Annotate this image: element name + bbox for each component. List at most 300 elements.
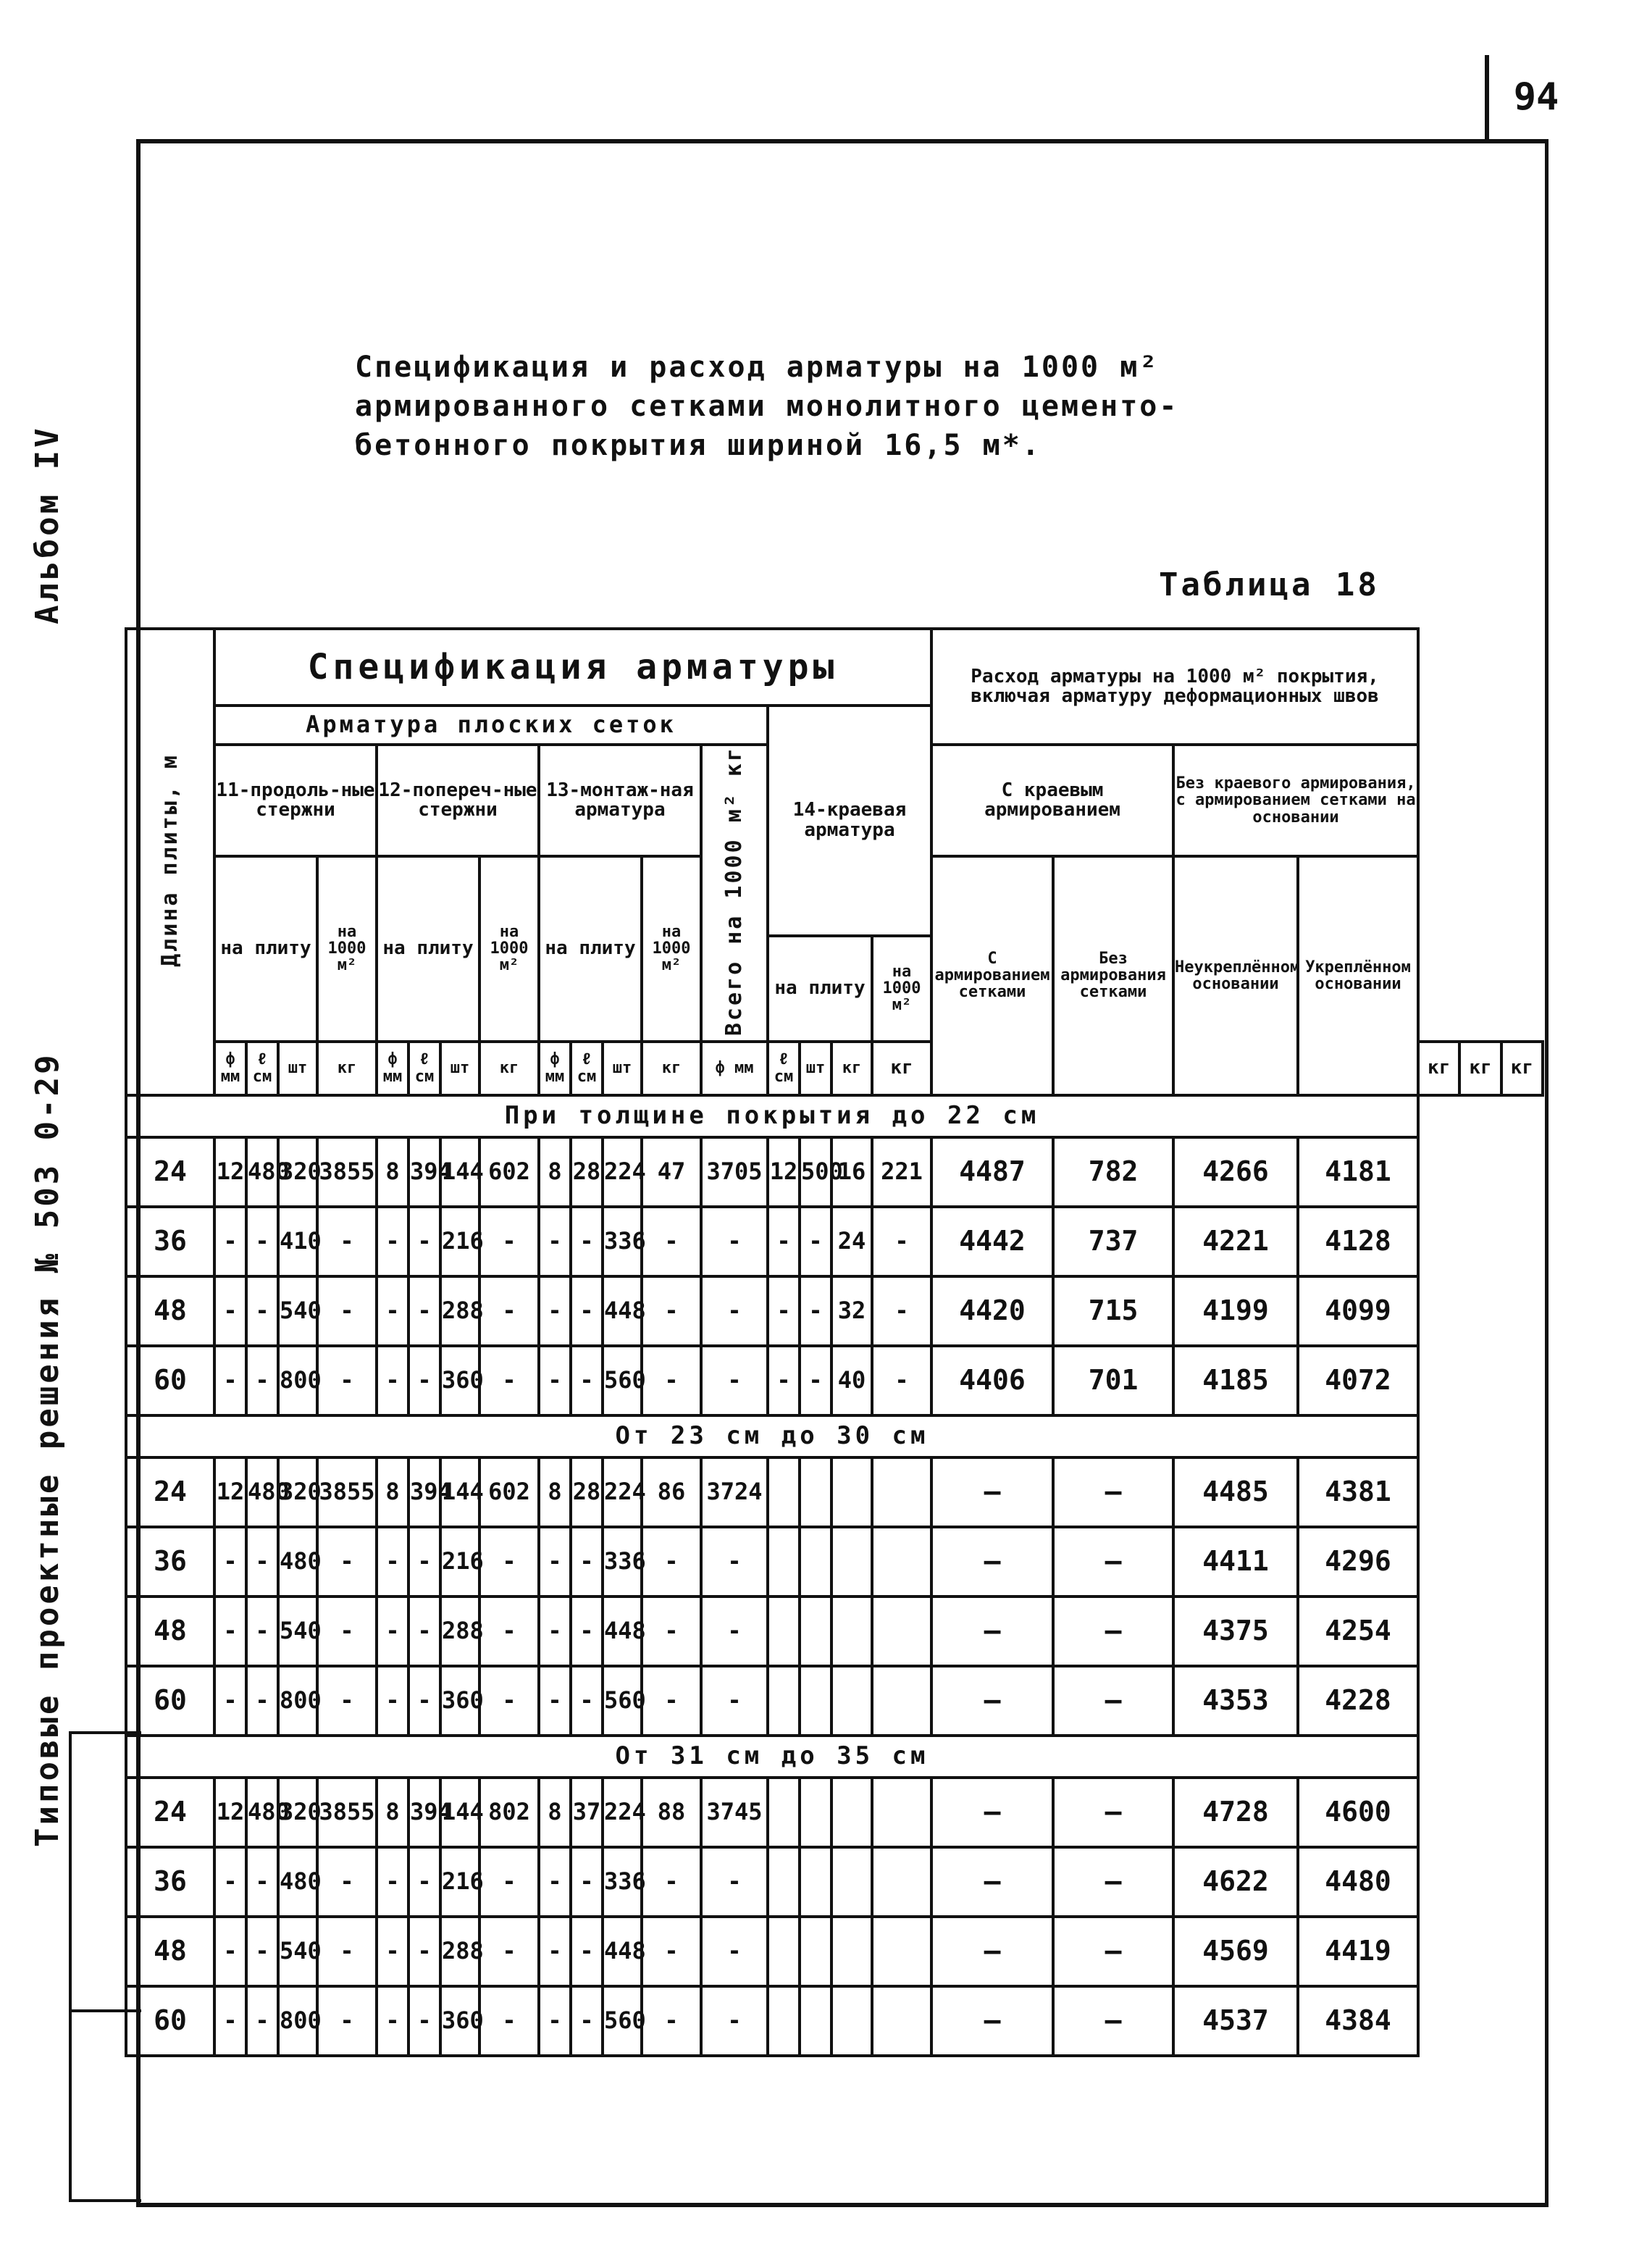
unit-pcs: шт — [278, 1042, 317, 1095]
margin-stamp-box — [69, 1731, 141, 2202]
table-cell: 800 — [278, 1346, 317, 1415]
table-cell: 802 — [479, 1778, 539, 1847]
table-cell: - — [214, 1917, 246, 1986]
without-edge-header: Без краевого армирования, с армированием сетками на основании — [1173, 745, 1418, 856]
table-cell: 32 — [831, 1276, 872, 1346]
table-cell: - — [408, 1986, 440, 2056]
table-cell: - — [642, 1847, 701, 1917]
table-cell: - — [317, 1847, 377, 1917]
table-cell: 782 — [1053, 1137, 1173, 1207]
table-cell: 24 — [126, 1457, 214, 1527]
table-cell: - — [872, 1276, 931, 1346]
unit-phi: ф мм — [214, 1042, 246, 1095]
table-cell: 224 — [603, 1137, 642, 1207]
table-cell: - — [479, 1986, 539, 2056]
table-cell: - — [408, 1597, 440, 1666]
g11-header: 11-продоль-ные стержни — [214, 745, 377, 856]
table-cell: 800 — [278, 1986, 317, 2056]
table-cell: - — [768, 1346, 800, 1415]
table-cell: 4406 — [931, 1346, 1053, 1415]
table-cell: - — [246, 1346, 278, 1415]
table-cell: - — [317, 1666, 377, 1736]
table-cell: - — [317, 1276, 377, 1346]
table-cell — [831, 1986, 872, 2056]
table-cell: 144 — [440, 1457, 479, 1527]
table-cell: 394 — [408, 1137, 440, 1207]
table-cell: - — [377, 1986, 408, 2056]
table-row — [126, 1986, 1543, 2056]
table-cell: - — [377, 1276, 408, 1346]
table-cell: — — [931, 1917, 1053, 1986]
table-cell: - — [377, 1666, 408, 1736]
table-cell: 12 — [214, 1778, 246, 1847]
table-cell: - — [701, 1666, 768, 1736]
table-cell: 216 — [440, 1527, 479, 1597]
table-cell: 4353 — [1173, 1666, 1298, 1736]
table-cell: - — [377, 1917, 408, 1986]
table-cell: - — [246, 1666, 278, 1736]
table-cell: 4266 — [1173, 1137, 1298, 1207]
table-cell: - — [246, 1527, 278, 1597]
table-cell: - — [539, 1597, 571, 1666]
table-cell — [768, 1847, 800, 1917]
table-cell: - — [408, 1666, 440, 1736]
table-row — [126, 1457, 1543, 1527]
table-cell: 60 — [126, 1346, 214, 1415]
table-row — [126, 1207, 1543, 1276]
table-cell: 4099 — [1298, 1276, 1418, 1346]
table-row — [126, 1527, 1543, 1597]
table-cell: - — [642, 1597, 701, 1666]
title-line-3: бетонного покрытия шириной 16,5 м*. — [355, 429, 1042, 462]
table-cell: — — [1053, 1597, 1173, 1666]
edge-per-1000: на 1000 м² — [872, 936, 931, 1042]
table-cell: 216 — [440, 1847, 479, 1917]
table-cell — [872, 1778, 931, 1847]
table-cell: 60 — [126, 1986, 214, 2056]
table-cell: 320 — [278, 1778, 317, 1847]
table-cell — [831, 1847, 872, 1917]
table-cell: 24 — [126, 1778, 214, 1847]
table-cell: 4569 — [1173, 1917, 1298, 1986]
table-cell: 8 — [377, 1457, 408, 1527]
table-cell: 560 — [603, 1666, 642, 1736]
table-cell: 48 — [126, 1276, 214, 1346]
table-cell: - — [377, 1207, 408, 1276]
table-cell: 48 — [126, 1597, 214, 1666]
table-cell: 500 — [800, 1137, 831, 1207]
table-cell: - — [800, 1346, 831, 1415]
table-cell: 40 — [831, 1346, 872, 1415]
table-cell: - — [214, 1207, 246, 1276]
table-row — [126, 1346, 1543, 1415]
table-cell: — — [931, 1986, 1053, 2056]
table-cell: 4600 — [1298, 1778, 1418, 1847]
table-cell: - — [872, 1207, 931, 1276]
table-cell: 4420 — [931, 1276, 1053, 1346]
table-cell: - — [479, 1527, 539, 1597]
table-cell: 540 — [278, 1917, 317, 1986]
table-cell: - — [317, 1346, 377, 1415]
table-cell: 4419 — [1298, 1917, 1418, 1986]
table-cell: - — [701, 1917, 768, 1986]
table-cell: 715 — [1053, 1276, 1173, 1346]
table-cell — [872, 1457, 931, 1527]
table-row — [126, 1847, 1543, 1917]
table-cell: - — [408, 1276, 440, 1346]
table-cell — [831, 1527, 872, 1597]
side-caption — [29, 109, 109, 1847]
table-cell — [800, 1917, 831, 1986]
table-cell: 4199 — [1173, 1276, 1298, 1346]
table-cell: - — [701, 1276, 768, 1346]
table-cell: 800 — [278, 1666, 317, 1736]
table-cell: - — [800, 1207, 831, 1276]
table-cell: - — [642, 1346, 701, 1415]
table-cell: — — [1053, 1666, 1173, 1736]
table-cell: 288 — [440, 1597, 479, 1666]
table-number: Таблица 18 — [1159, 566, 1380, 603]
table-cell: - — [317, 1207, 377, 1276]
table-cell — [768, 1986, 800, 2056]
table-cell: — — [931, 1847, 1053, 1917]
table-cell: 602 — [479, 1457, 539, 1527]
table-cell: - — [377, 1346, 408, 1415]
table-cell: - — [539, 1346, 571, 1415]
table-cell — [768, 1778, 800, 1847]
table-cell: 360 — [440, 1666, 479, 1736]
table-cell: 4228 — [1298, 1666, 1418, 1736]
table-cell: - — [408, 1207, 440, 1276]
section-label: От 31 см до 35 см — [126, 1736, 1418, 1778]
table-cell: - — [571, 1666, 603, 1736]
unit-phi: ф мм — [701, 1042, 768, 1095]
table-cell: - — [571, 1527, 603, 1597]
table-cell: 86 — [642, 1457, 701, 1527]
table-cell: - — [701, 1346, 768, 1415]
table-cell: 336 — [603, 1847, 642, 1917]
table-cell: — — [1053, 1986, 1173, 2056]
table-cell: 36 — [126, 1847, 214, 1917]
table-cell: - — [701, 1207, 768, 1276]
table-row — [126, 1778, 1543, 1847]
table-row — [126, 1597, 1543, 1666]
unit-pcs: шт — [800, 1042, 831, 1095]
consumption-header: Расход арматуры на 1000 м² покрытия, включая арматуру деформационных швов — [931, 629, 1418, 745]
table-cell: - — [377, 1847, 408, 1917]
table-cell: - — [642, 1666, 701, 1736]
table-cell: - — [408, 1917, 440, 1986]
table-cell — [800, 1778, 831, 1847]
table-cell: 288 — [440, 1917, 479, 1986]
table-cell — [800, 1986, 831, 2056]
table-cell — [831, 1597, 872, 1666]
table-cell: - — [800, 1276, 831, 1346]
table-cell: - — [539, 1276, 571, 1346]
table-cell: - — [479, 1847, 539, 1917]
table-cell: 88 — [642, 1778, 701, 1847]
table-cell: 3705 — [701, 1137, 768, 1207]
table-cell — [768, 1917, 800, 1986]
table-cell: 12 — [214, 1137, 246, 1207]
table-cell: 480 — [278, 1527, 317, 1597]
table-cell: - — [571, 1986, 603, 2056]
g12-header: 12-попереч-ные стержни — [377, 745, 539, 856]
table-cell: - — [768, 1276, 800, 1346]
unit-pcs: шт — [440, 1042, 479, 1095]
table-cell: 3855 — [317, 1457, 377, 1527]
table-cell — [872, 1917, 931, 1986]
table-cell: 540 — [278, 1276, 317, 1346]
table-cell — [872, 1666, 931, 1736]
table-cell: 3724 — [701, 1457, 768, 1527]
table-cell: 221 — [872, 1137, 931, 1207]
table-cell: - — [214, 1527, 246, 1597]
table-cell — [768, 1666, 800, 1736]
table-row — [126, 1137, 1543, 1207]
unit-l: ℓ см — [768, 1042, 800, 1095]
table-cell: 4181 — [1298, 1137, 1418, 1207]
unit-phi: ф мм — [539, 1042, 571, 1095]
table-cell: - — [701, 1986, 768, 2056]
table-cell: - — [317, 1527, 377, 1597]
table-cell — [800, 1597, 831, 1666]
g11-per-slab: на плиту — [214, 856, 317, 1042]
table-cell: 394 — [408, 1778, 440, 1847]
table-cell: 560 — [603, 1986, 642, 2056]
table-cell: - — [408, 1346, 440, 1415]
mesh-header: Арматура плоских сеток — [214, 706, 768, 745]
table-cell: - — [539, 1666, 571, 1736]
unit-kg: кг — [317, 1042, 377, 1095]
table-cell: 336 — [603, 1207, 642, 1276]
table-cell: 480 — [278, 1847, 317, 1917]
table-cell: - — [246, 1917, 278, 1986]
table-cell: 4384 — [1298, 1986, 1418, 2056]
table-cell: 4411 — [1173, 1527, 1298, 1597]
table-cell — [800, 1666, 831, 1736]
g13-per-1000: на 1000 м² — [642, 856, 701, 1042]
table-cell: 4622 — [1173, 1847, 1298, 1917]
unit-kg: кг — [1501, 1042, 1543, 1095]
table-cell: - — [479, 1917, 539, 1986]
section-label: От 23 см до 30 см — [126, 1415, 1418, 1457]
table-cell: 4072 — [1298, 1346, 1418, 1415]
table-cell: — — [1053, 1847, 1173, 1917]
table-cell: - — [571, 1917, 603, 1986]
section-label: При толщине покрытия до 22 см — [126, 1095, 1418, 1137]
table-cell: 60 — [126, 1666, 214, 1736]
unit-kg: кг — [831, 1042, 872, 1095]
table-cell: 4254 — [1298, 1597, 1418, 1666]
table-cell — [768, 1597, 800, 1666]
table-cell: - — [571, 1276, 603, 1346]
table-cell: - — [214, 1847, 246, 1917]
table-cell: - — [642, 1986, 701, 2056]
table-cell: 28 — [571, 1137, 603, 1207]
table-cell: 4375 — [1173, 1597, 1298, 1666]
table-cell: 12 — [214, 1457, 246, 1527]
table-cell: 448 — [603, 1917, 642, 1986]
table-cell: - — [571, 1346, 603, 1415]
table-cell — [831, 1666, 872, 1736]
table-cell: 8 — [539, 1778, 571, 1847]
table-cell: — — [1053, 1457, 1173, 1527]
table-cell: - — [701, 1847, 768, 1917]
table-cell: - — [408, 1527, 440, 1597]
table-cell: 224 — [603, 1457, 642, 1527]
table-cell — [800, 1527, 831, 1597]
table-cell: — — [1053, 1917, 1173, 1986]
table-cell: - — [539, 1917, 571, 1986]
table-cell: 3745 — [701, 1778, 768, 1847]
g13-per-slab: на плиту — [539, 856, 642, 1042]
table-cell: 360 — [440, 1986, 479, 2056]
table-cell — [800, 1457, 831, 1527]
without-mesh-header: Без армирования сетками — [1053, 856, 1173, 1095]
total-header: Всего на 1000 м² кг — [701, 745, 768, 1042]
table-cell: 144 — [440, 1778, 479, 1847]
table-cell: — — [931, 1527, 1053, 1597]
table-cell: - — [317, 1917, 377, 1986]
unit-kg: кг — [479, 1042, 539, 1095]
side-caption-album: Альбом IV — [29, 425, 66, 624]
table-cell: - — [377, 1527, 408, 1597]
table-cell: 4185 — [1173, 1346, 1298, 1415]
table-cell: 4728 — [1173, 1778, 1298, 1847]
table-cell: - — [642, 1917, 701, 1986]
table-cell: - — [214, 1346, 246, 1415]
length-header: Длина плиты, м — [126, 629, 214, 1095]
table-cell — [831, 1917, 872, 1986]
table-cell: — — [931, 1597, 1053, 1666]
table-cell: - — [214, 1986, 246, 2056]
table-cell: — — [931, 1778, 1053, 1847]
reinforced-header: Укреплённом основании — [1298, 856, 1418, 1095]
table-cell: 4480 — [1298, 1847, 1418, 1917]
with-mesh-header: С армированием сетками — [931, 856, 1053, 1095]
edge-per-slab: на плиту — [768, 936, 872, 1042]
table-cell: - — [214, 1597, 246, 1666]
table-cell — [872, 1847, 931, 1917]
table-cell: - — [408, 1847, 440, 1917]
table-cell: - — [571, 1597, 603, 1666]
g12-per-slab: на плиту — [377, 856, 479, 1042]
document-title — [355, 348, 1441, 465]
table-cell: 4485 — [1173, 1457, 1298, 1527]
table-cell: 24 — [831, 1207, 872, 1276]
table-cell: - — [479, 1666, 539, 1736]
edge-header: 14-краевая арматура — [768, 706, 931, 936]
table-cell: 701 — [1053, 1346, 1173, 1415]
table-cell: 480 — [246, 1137, 278, 1207]
table-cell — [872, 1527, 931, 1597]
table-cell: - — [317, 1986, 377, 2056]
unit-pcs: шт — [603, 1042, 642, 1095]
table-cell: — — [931, 1666, 1053, 1736]
unit-kg: кг — [1418, 1042, 1459, 1095]
with-edge-header: С краевым армированием — [931, 745, 1173, 856]
table-cell: - — [246, 1597, 278, 1666]
table-cell: 8 — [539, 1457, 571, 1527]
table-cell: 3855 — [317, 1778, 377, 1847]
table-cell: 560 — [603, 1346, 642, 1415]
table-cell: - — [539, 1527, 571, 1597]
table-cell — [872, 1597, 931, 1666]
table-body — [126, 1095, 1543, 2056]
table-cell — [831, 1457, 872, 1527]
unit-kg: кг — [1459, 1042, 1501, 1095]
table-cell: — — [931, 1457, 1053, 1527]
table-cell: - — [701, 1527, 768, 1597]
table-cell: 4296 — [1298, 1527, 1418, 1597]
table-cell: 320 — [278, 1137, 317, 1207]
title-line-2: армированного сетками монолитного цементо- — [355, 390, 1179, 423]
table-cell: 540 — [278, 1597, 317, 1666]
title-line-1: Спецификация и расход арматуры на 1000 м² — [355, 351, 1160, 384]
table-cell: 4537 — [1173, 1986, 1298, 2056]
table-cell: 216 — [440, 1207, 479, 1276]
table-cell: - — [246, 1207, 278, 1276]
page-number: 94 — [1485, 55, 1583, 139]
table-cell: - — [571, 1847, 603, 1917]
table-cell: - — [377, 1597, 408, 1666]
table-cell: - — [214, 1276, 246, 1346]
table-cell: - — [246, 1847, 278, 1917]
table-cell: 8 — [377, 1137, 408, 1207]
table-cell: 480 — [246, 1457, 278, 1527]
table-cell: - — [642, 1527, 701, 1597]
table-cell: — — [1053, 1778, 1173, 1847]
table-cell: 8 — [377, 1778, 408, 1847]
table-cell: 144 — [440, 1137, 479, 1207]
table-cell: 37 — [571, 1778, 603, 1847]
table-cell — [768, 1527, 800, 1597]
specification-table — [125, 627, 1544, 2057]
table-cell: - — [539, 1847, 571, 1917]
g11-per-1000: на 1000 м² — [317, 856, 377, 1042]
table-cell: 360 — [440, 1346, 479, 1415]
table-cell: 288 — [440, 1276, 479, 1346]
table-cell: 336 — [603, 1527, 642, 1597]
g12-per-1000: на 1000 м² — [479, 856, 539, 1042]
table-cell: - — [246, 1986, 278, 2056]
table-cell: 47 — [642, 1137, 701, 1207]
table-cell: 320 — [278, 1457, 317, 1527]
unit-phi: ф мм — [377, 1042, 408, 1095]
table-cell: 410 — [278, 1207, 317, 1276]
table-cell: 394 — [408, 1457, 440, 1527]
table-row — [126, 1917, 1543, 1986]
table-cell: — — [1053, 1527, 1173, 1597]
unit-l: ℓ см — [571, 1042, 603, 1095]
table-cell: 737 — [1053, 1207, 1173, 1276]
table-cell: 4381 — [1298, 1457, 1418, 1527]
table-cell: 4221 — [1173, 1207, 1298, 1276]
table-cell: - — [642, 1276, 701, 1346]
table-cell — [800, 1847, 831, 1917]
table-row — [126, 1666, 1543, 1736]
table-cell: 448 — [603, 1597, 642, 1666]
table-cell: - — [479, 1276, 539, 1346]
table-cell: - — [539, 1986, 571, 2056]
table-cell: - — [701, 1597, 768, 1666]
table-cell: 36 — [126, 1527, 214, 1597]
table-cell: 480 — [246, 1778, 278, 1847]
table-cell: 4487 — [931, 1137, 1053, 1207]
table-cell: 224 — [603, 1778, 642, 1847]
table-cell: 602 — [479, 1137, 539, 1207]
